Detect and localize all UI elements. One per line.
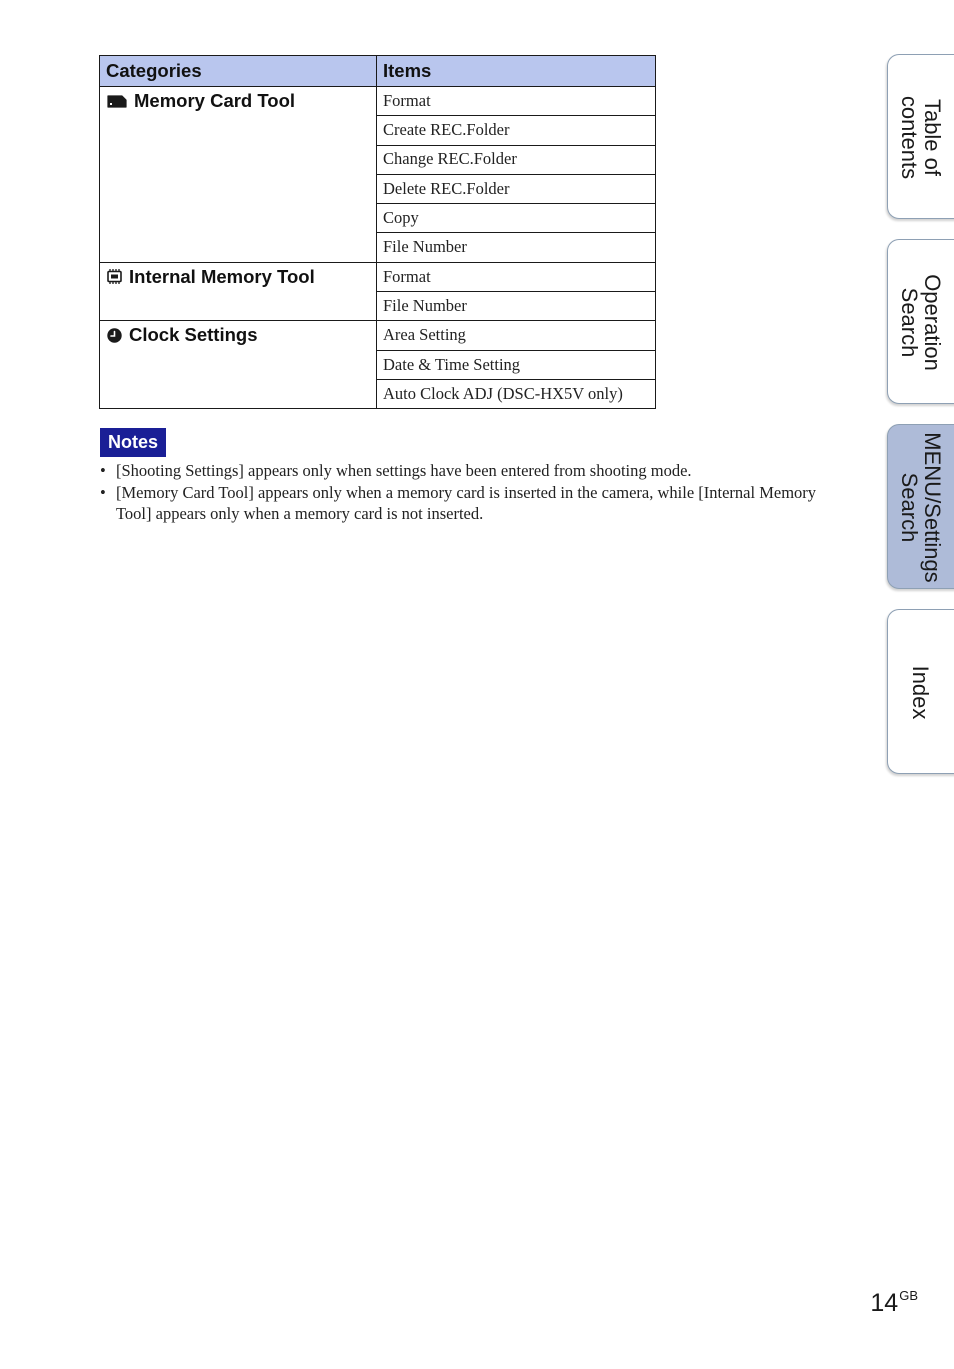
tab-table-of-contents[interactable]	[887, 54, 954, 219]
item-cell: File Number	[377, 292, 656, 321]
notes-title: Notes	[100, 428, 166, 457]
settings-categories-table	[99, 55, 656, 409]
list-item: • [Memory Card Tool] appears only when a memory card is inserted in the camera, while [Internal Memory Tool] appears only when a memory card is not inserted.	[99, 482, 819, 525]
item-cell: Copy	[377, 204, 656, 233]
item-cell: Date & Time Setting	[377, 350, 656, 379]
item-cell: Delete REC.Folder	[377, 174, 656, 203]
table-row	[100, 262, 656, 291]
item-cell: Format	[377, 87, 656, 116]
page-number	[870, 1288, 918, 1318]
category-label: Memory Card Tool	[134, 90, 296, 111]
clock-icon	[106, 327, 123, 344]
tab-label: Index	[908, 665, 934, 720]
category-clock-settings	[100, 321, 377, 409]
table-row	[100, 321, 656, 350]
header-categories: Categories	[100, 56, 377, 87]
notes-list	[99, 460, 819, 525]
tab-menu-settings-search[interactable]	[887, 424, 954, 589]
category-label: Internal Memory Tool	[129, 265, 315, 287]
item-cell: Format	[377, 262, 656, 291]
tab-label: Operation Search	[897, 274, 945, 371]
item-cell: Area Setting	[377, 321, 656, 350]
item-cell: Change REC.Folder	[377, 145, 656, 174]
memory-card-icon	[106, 93, 128, 109]
tab-label: MENU/Settings Search	[897, 432, 945, 583]
list-item: • [Shooting Settings] appears only when settings have been entered from shooting mode.	[99, 460, 819, 482]
page-number-value: 14	[870, 1289, 899, 1317]
tab-index[interactable]	[887, 609, 954, 774]
table-row	[100, 87, 656, 116]
tab-label: Table of contents	[897, 95, 945, 180]
tab-operation-search[interactable]	[887, 239, 954, 404]
category-internal-memory-tool	[100, 262, 377, 321]
header-items: Items	[377, 56, 656, 87]
item-cell: Auto Clock ADJ (DSC-HX5V only)	[377, 379, 656, 408]
category-label: Clock Settings	[129, 324, 258, 346]
item-cell: File Number	[377, 233, 656, 262]
item-cell: Create REC.Folder	[377, 116, 656, 145]
page-number-suffix: GB	[899, 1288, 918, 1303]
category-memory-card-tool	[100, 87, 377, 263]
table-header-row	[100, 56, 656, 87]
internal-memory-icon	[106, 268, 123, 285]
